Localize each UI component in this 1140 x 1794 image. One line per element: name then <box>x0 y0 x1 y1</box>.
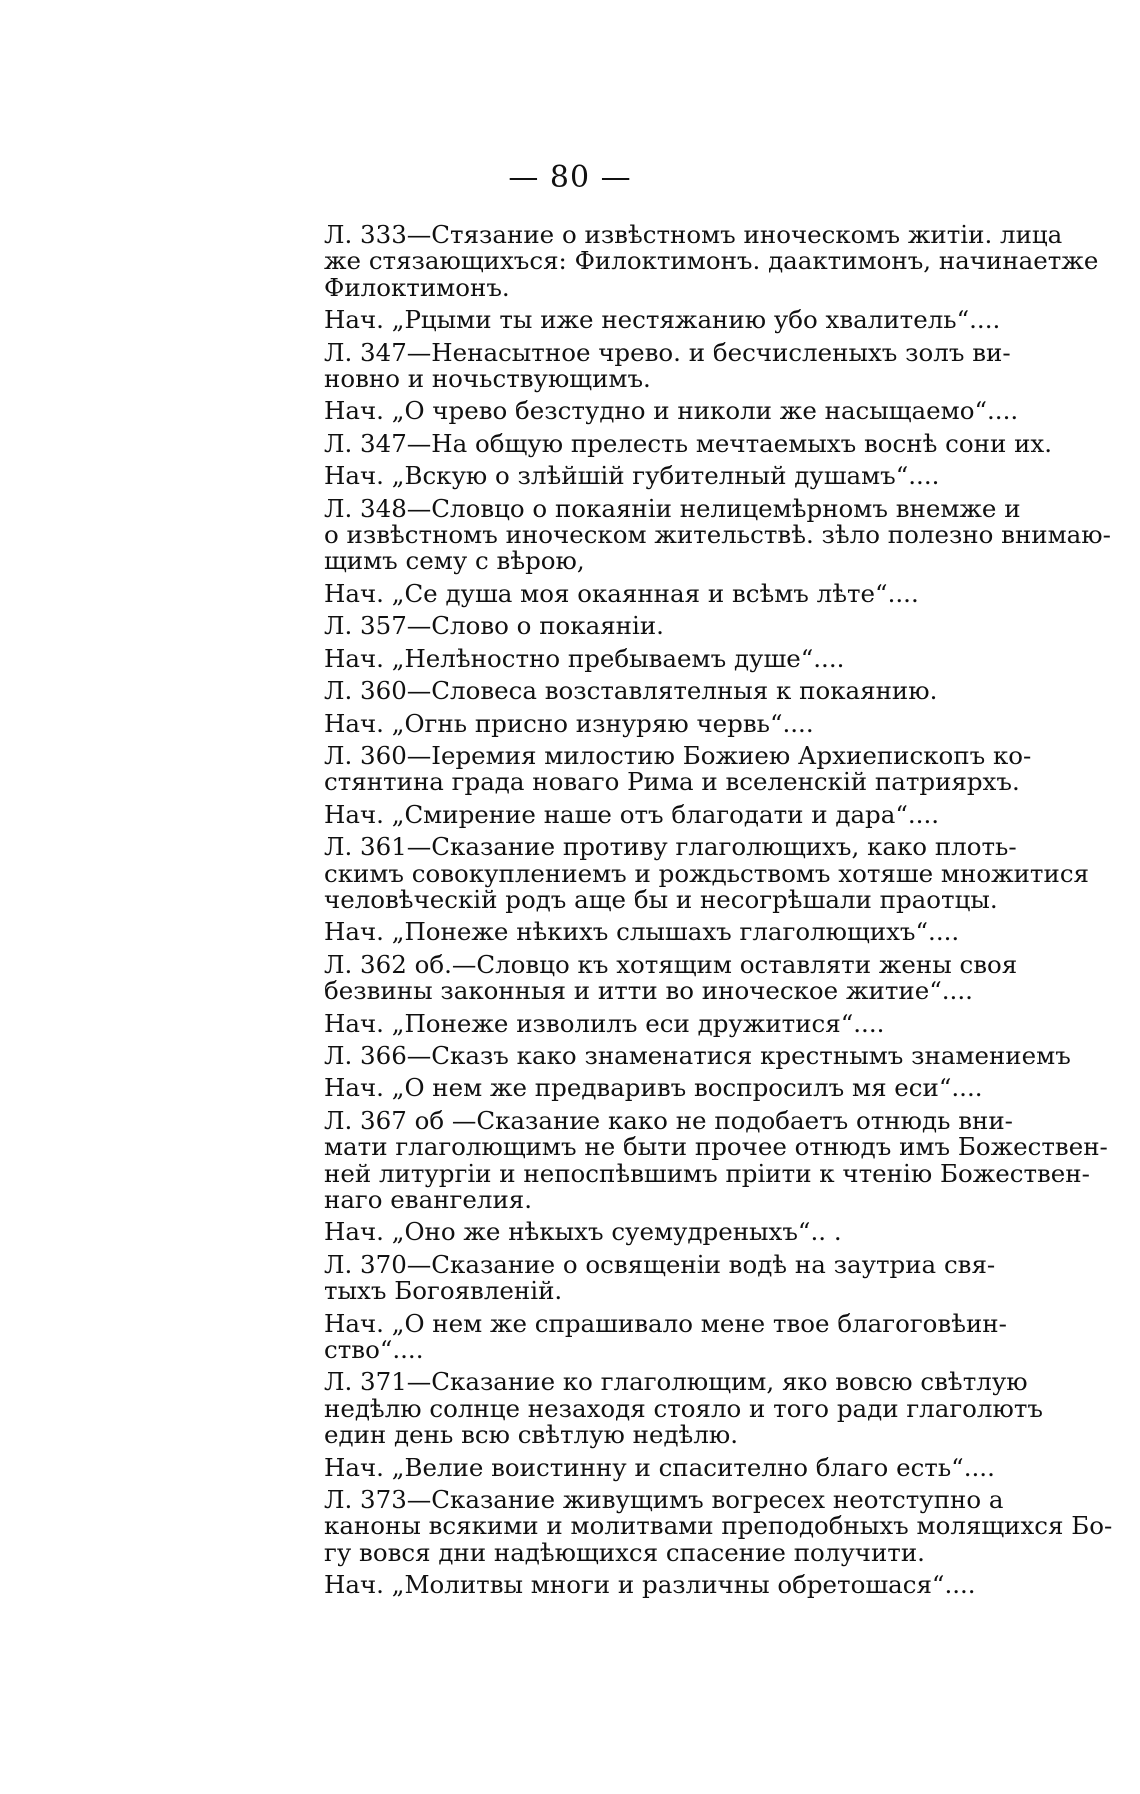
catalog-entry <box>260 613 1020 639</box>
catalog-entry <box>260 493 1111 576</box>
text-line: Л. 348—Словцо о покаянiи нелицемѣрномъ внемже и <box>324 493 1021 523</box>
text-line: наго евангелия. <box>324 1185 533 1214</box>
body-text <box>260 220 1113 1605</box>
text-line: Л. 333—Стязание о извѣстномъ иноческомъ житiи. лица <box>324 220 1063 249</box>
text-line: Нач. „О нем же предваривъ воспросилъ мя еси“.... <box>324 1073 983 1103</box>
catalog-entry <box>260 949 1020 1006</box>
catalog-entry <box>260 1572 1020 1598</box>
text-line: Л. 347—На общую прелесть мечтаемыхъ воснѣ сони их. <box>324 428 1053 458</box>
text-line: Нач. „Понеже изволилъ еси дружитися“.... <box>324 1008 885 1038</box>
text-line: каноны всякими и молитвами преподобныхъ молящихся Бо- <box>324 1511 1113 1541</box>
catalog-entry <box>260 1219 1020 1245</box>
text-line: новно и ночьствующимъ. <box>324 364 651 394</box>
text-line: Л. 361—Сказание противу глаголющихъ, како плоть- <box>324 832 1017 862</box>
text-line: Л. 360—Iеремия милостию Божиею Архиепископъ ко- <box>324 740 1032 770</box>
catalog-entry <box>260 398 1020 424</box>
text-line: Л. 362 об.—Словцо къ хотящим оставляти жены своя <box>324 949 1018 979</box>
text-line: Нач. „Се душа моя окаянная и всѣмъ лѣте“.... <box>324 578 919 608</box>
catalog-entry <box>260 919 1020 945</box>
catalog-entry <box>260 740 1032 797</box>
catalog-entry <box>260 1105 1108 1214</box>
catalog-entry <box>260 1008 1020 1038</box>
catalog-entry <box>260 1249 1020 1306</box>
page-number: — 80 — <box>508 160 632 195</box>
catalog-entry <box>260 1075 1020 1101</box>
text-line: Л. 366—Сказъ како знаменатися крестнымъ знамениемъ <box>324 1040 1071 1070</box>
catalog-entry <box>260 337 1020 394</box>
text-line: гу вовся дни надѣющихся спасение получити. <box>324 1537 925 1567</box>
text-line: Нач. „Нелѣностно пребываемъ душе“.... <box>324 643 845 673</box>
text-line: недѣлю солнце незаходя стояло и того ради глаголютъ <box>324 1393 1043 1423</box>
catalog-entry <box>260 1485 1113 1567</box>
text-line: скимъ совокуплениемъ и рождьствомъ хотяше множитися <box>324 858 1089 888</box>
text-line: щимъ сему с вѣрою, <box>324 546 585 576</box>
text-line: Л. 367 об —Сказание како не подобаетъ отнюдь вни- <box>324 1105 1013 1135</box>
catalog-entry <box>260 678 1020 704</box>
catalog-entry <box>260 1040 1071 1070</box>
text-line: же стязающихъся: Филоктимонъ. даактимонъ, начинаетже <box>324 246 1099 276</box>
text-line: Л. 347—Ненасытное чрево. и бесчисленыхъ золъ ви- <box>324 337 1011 367</box>
text-line: мати глаголющимъ не быти прочее отнюдъ имъ Божествен- <box>324 1132 1108 1162</box>
text-line: Нач. „Молитвы многи и различны обретошася“.... <box>324 1570 976 1600</box>
text-line: Нач. „Вскую о злѣйшiй губителный душамъ“.... <box>324 461 940 491</box>
text-line: Нач. „Огнь присно изнуряю червь“.... <box>324 708 814 738</box>
catalog-entry <box>260 832 1089 914</box>
text-line: Нач. „Рцыми ты иже нестяжанию убо хвалитель“.... <box>324 305 1001 335</box>
text-line: безвины законныя и итти во иноческое житие“.... <box>324 976 973 1006</box>
catalog-entry <box>260 463 1020 489</box>
catalog-entry <box>260 578 1020 608</box>
text-line: стянтина града новаго Рима и вселенскiй патриярхъ. <box>324 767 1020 797</box>
text-line: ней литургiи и непоспѣвшимъ прiити к чтенiю Божествен- <box>324 1158 1090 1188</box>
text-line: Л. 373—Сказание живущимъ вогресех неотступно а <box>324 1485 1004 1515</box>
catalog-entry <box>260 1308 1020 1365</box>
catalog-entry <box>260 428 1053 458</box>
text-line: Нач. „Велие воистинну и спасително благо есть“.... <box>324 1452 995 1482</box>
text-line: Нач. „О чрево безстудно и николи же насыщаемо“.... <box>324 396 1019 426</box>
text-line: ство“.... <box>324 1335 424 1365</box>
catalog-entry <box>260 799 1020 829</box>
text-line: Нач. „Оно же нѣкыхъ суемудреныхъ“.. . <box>324 1217 842 1247</box>
text-line: един день всю свѣтлую недѣлю. <box>324 1420 739 1450</box>
catalog-entry <box>260 307 1020 333</box>
text-line: тыхъ Богоявленiй. <box>324 1276 563 1306</box>
text-line: человѣческiй родъ аще бы и несогрѣшали праотцы. <box>324 884 998 914</box>
text-line: Л. 371—Сказание ко глаголющим, яко вовсю свѣтлую <box>324 1367 1028 1397</box>
catalog-entry <box>260 643 1020 673</box>
text-line: Л. 370—Сказание о освященiи водѣ на заутриа свя- <box>324 1249 996 1279</box>
catalog-entry <box>260 1367 1043 1450</box>
text-line: Нач. „Понеже нѣкихъ слышахъ глаголющихъ“.... <box>324 917 960 947</box>
catalog-entry <box>260 1452 1020 1482</box>
text-line: Л. 357—Слово о покаянiи. <box>324 611 664 641</box>
text-line: Филоктимонъ. <box>324 272 510 302</box>
text-line: Нач. „О нем же спрашивало мене твое благоговѣин- <box>324 1308 1007 1338</box>
text-line: о извѣстномъ иноческом жительствѣ. зѣло полезно внимаю- <box>324 520 1111 550</box>
catalog-entry <box>260 220 1099 302</box>
text-line: Л. 360—Словеса возставлятелныя к покаянию. <box>324 676 938 706</box>
text-line: Нач. „Смирение наше отъ благодати и дара“.... <box>324 799 940 829</box>
catalog-entry <box>260 708 1020 738</box>
